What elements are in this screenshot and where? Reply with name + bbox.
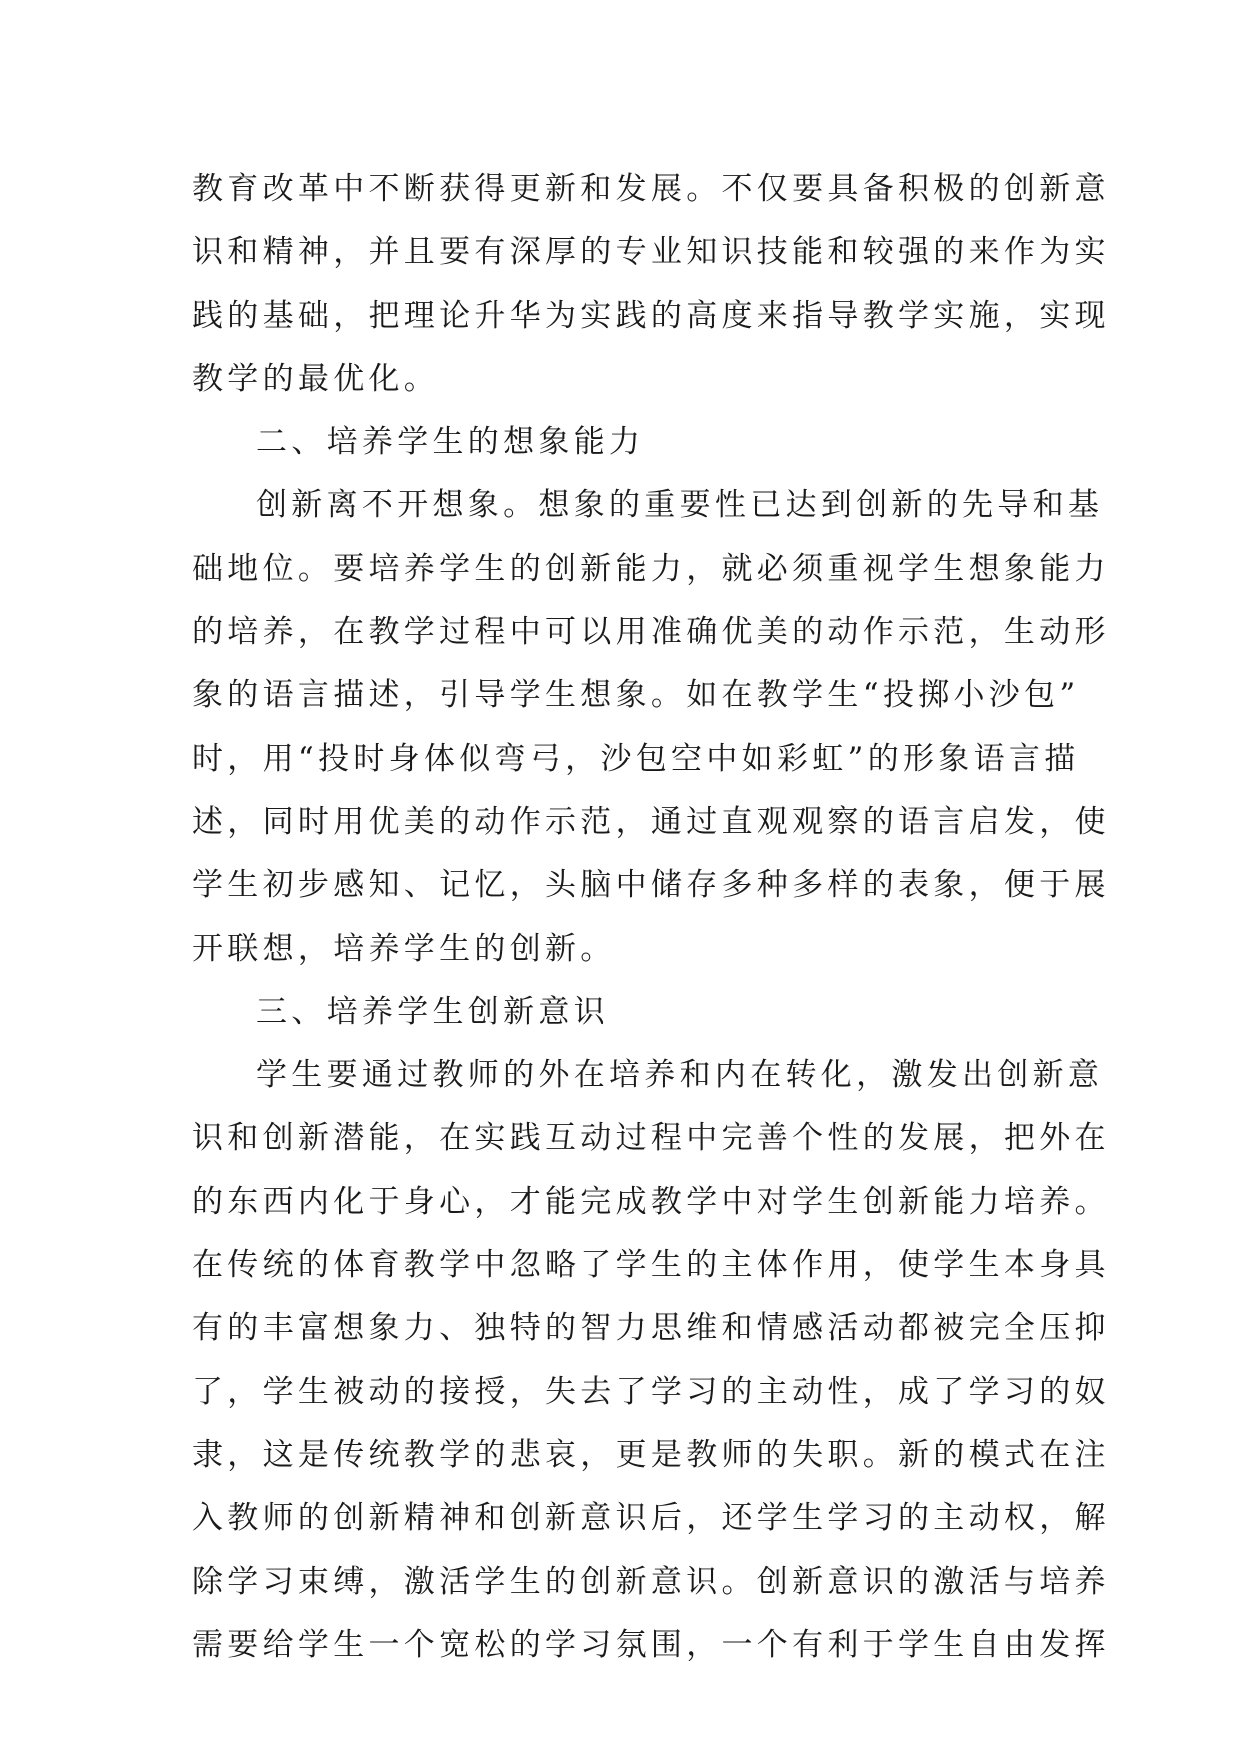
text-line: 有的丰富想象力、独特的智力思维和情感活动都被完全压抑 [192, 1310, 1110, 1347]
text-line: 入教师的创新精神和创新意识后，还学生学习的主动权，解 [192, 1500, 1110, 1537]
text-line: 教学的最优化。 [192, 360, 440, 397]
text-line: 除学习束缚，激活学生的创新意识。创新意识的激活与培养 [192, 1563, 1110, 1600]
text-line: 象的语言描述，引导学生想象。如在教学生“投掷小沙包” [192, 677, 1080, 714]
text-line: 述，同时用优美的动作示范，通过直观观察的语言启发，使 [192, 803, 1110, 840]
section-heading: 三、培养学生创新意识 [256, 993, 609, 1030]
text-line: 践的基础，把理论升华为实践的高度来指导教学实施，实现 [192, 297, 1110, 334]
text-line: 需要给学生一个宽松的学习氛围，一个有利于学生自由发挥 [192, 1626, 1110, 1663]
text-line: 隶，这是传统教学的悲哀，更是教师的失职。新的模式在注 [192, 1436, 1110, 1473]
text-line: 的培养，在教学过程中可以用准确优美的动作示范，生动形 [192, 614, 1110, 651]
text-line: 创新离不开想象。想象的重要性已达到创新的先导和基 [256, 487, 1104, 524]
text-line: 础地位。要培养学生的创新能力，就必须重视学生想象能力 [192, 550, 1110, 587]
section-heading: 二、培养学生的想象能力 [256, 424, 645, 461]
text-line: 识和创新潜能，在实践互动过程中完善个性的发展，把外在 [192, 1120, 1110, 1157]
text-line: 开联想，培养学生的创新。 [192, 930, 616, 967]
text-line: 了，学生被动的接授，失去了学习的主动性，成了学习的奴 [192, 1373, 1110, 1410]
text-line: 学生初步感知、记忆，头脑中储存多种多样的表象，便于展 [192, 867, 1110, 904]
text-line: 教育改革中不断获得更新和发展。不仅要具备积极的创新意 [192, 171, 1110, 207]
text-line: 学生要通过教师的外在培养和内在转化，激发出创新意 [256, 1057, 1104, 1094]
text-line: 在传统的体育教学中忽略了学生的主体作用，使学生本身具 [192, 1247, 1110, 1284]
document-body [192, 158, 1110, 1677]
text-line: 的东西内化于身心，才能完成教学中对学生创新能力培养。 [192, 1183, 1110, 1220]
text-line: 识和精神，并且要有深厚的专业知识技能和较强的来作为实 [192, 234, 1110, 271]
text-line: 时，用“投时身体似弯弓，沙包空中如彩虹”的形象语言描 [192, 740, 1080, 777]
